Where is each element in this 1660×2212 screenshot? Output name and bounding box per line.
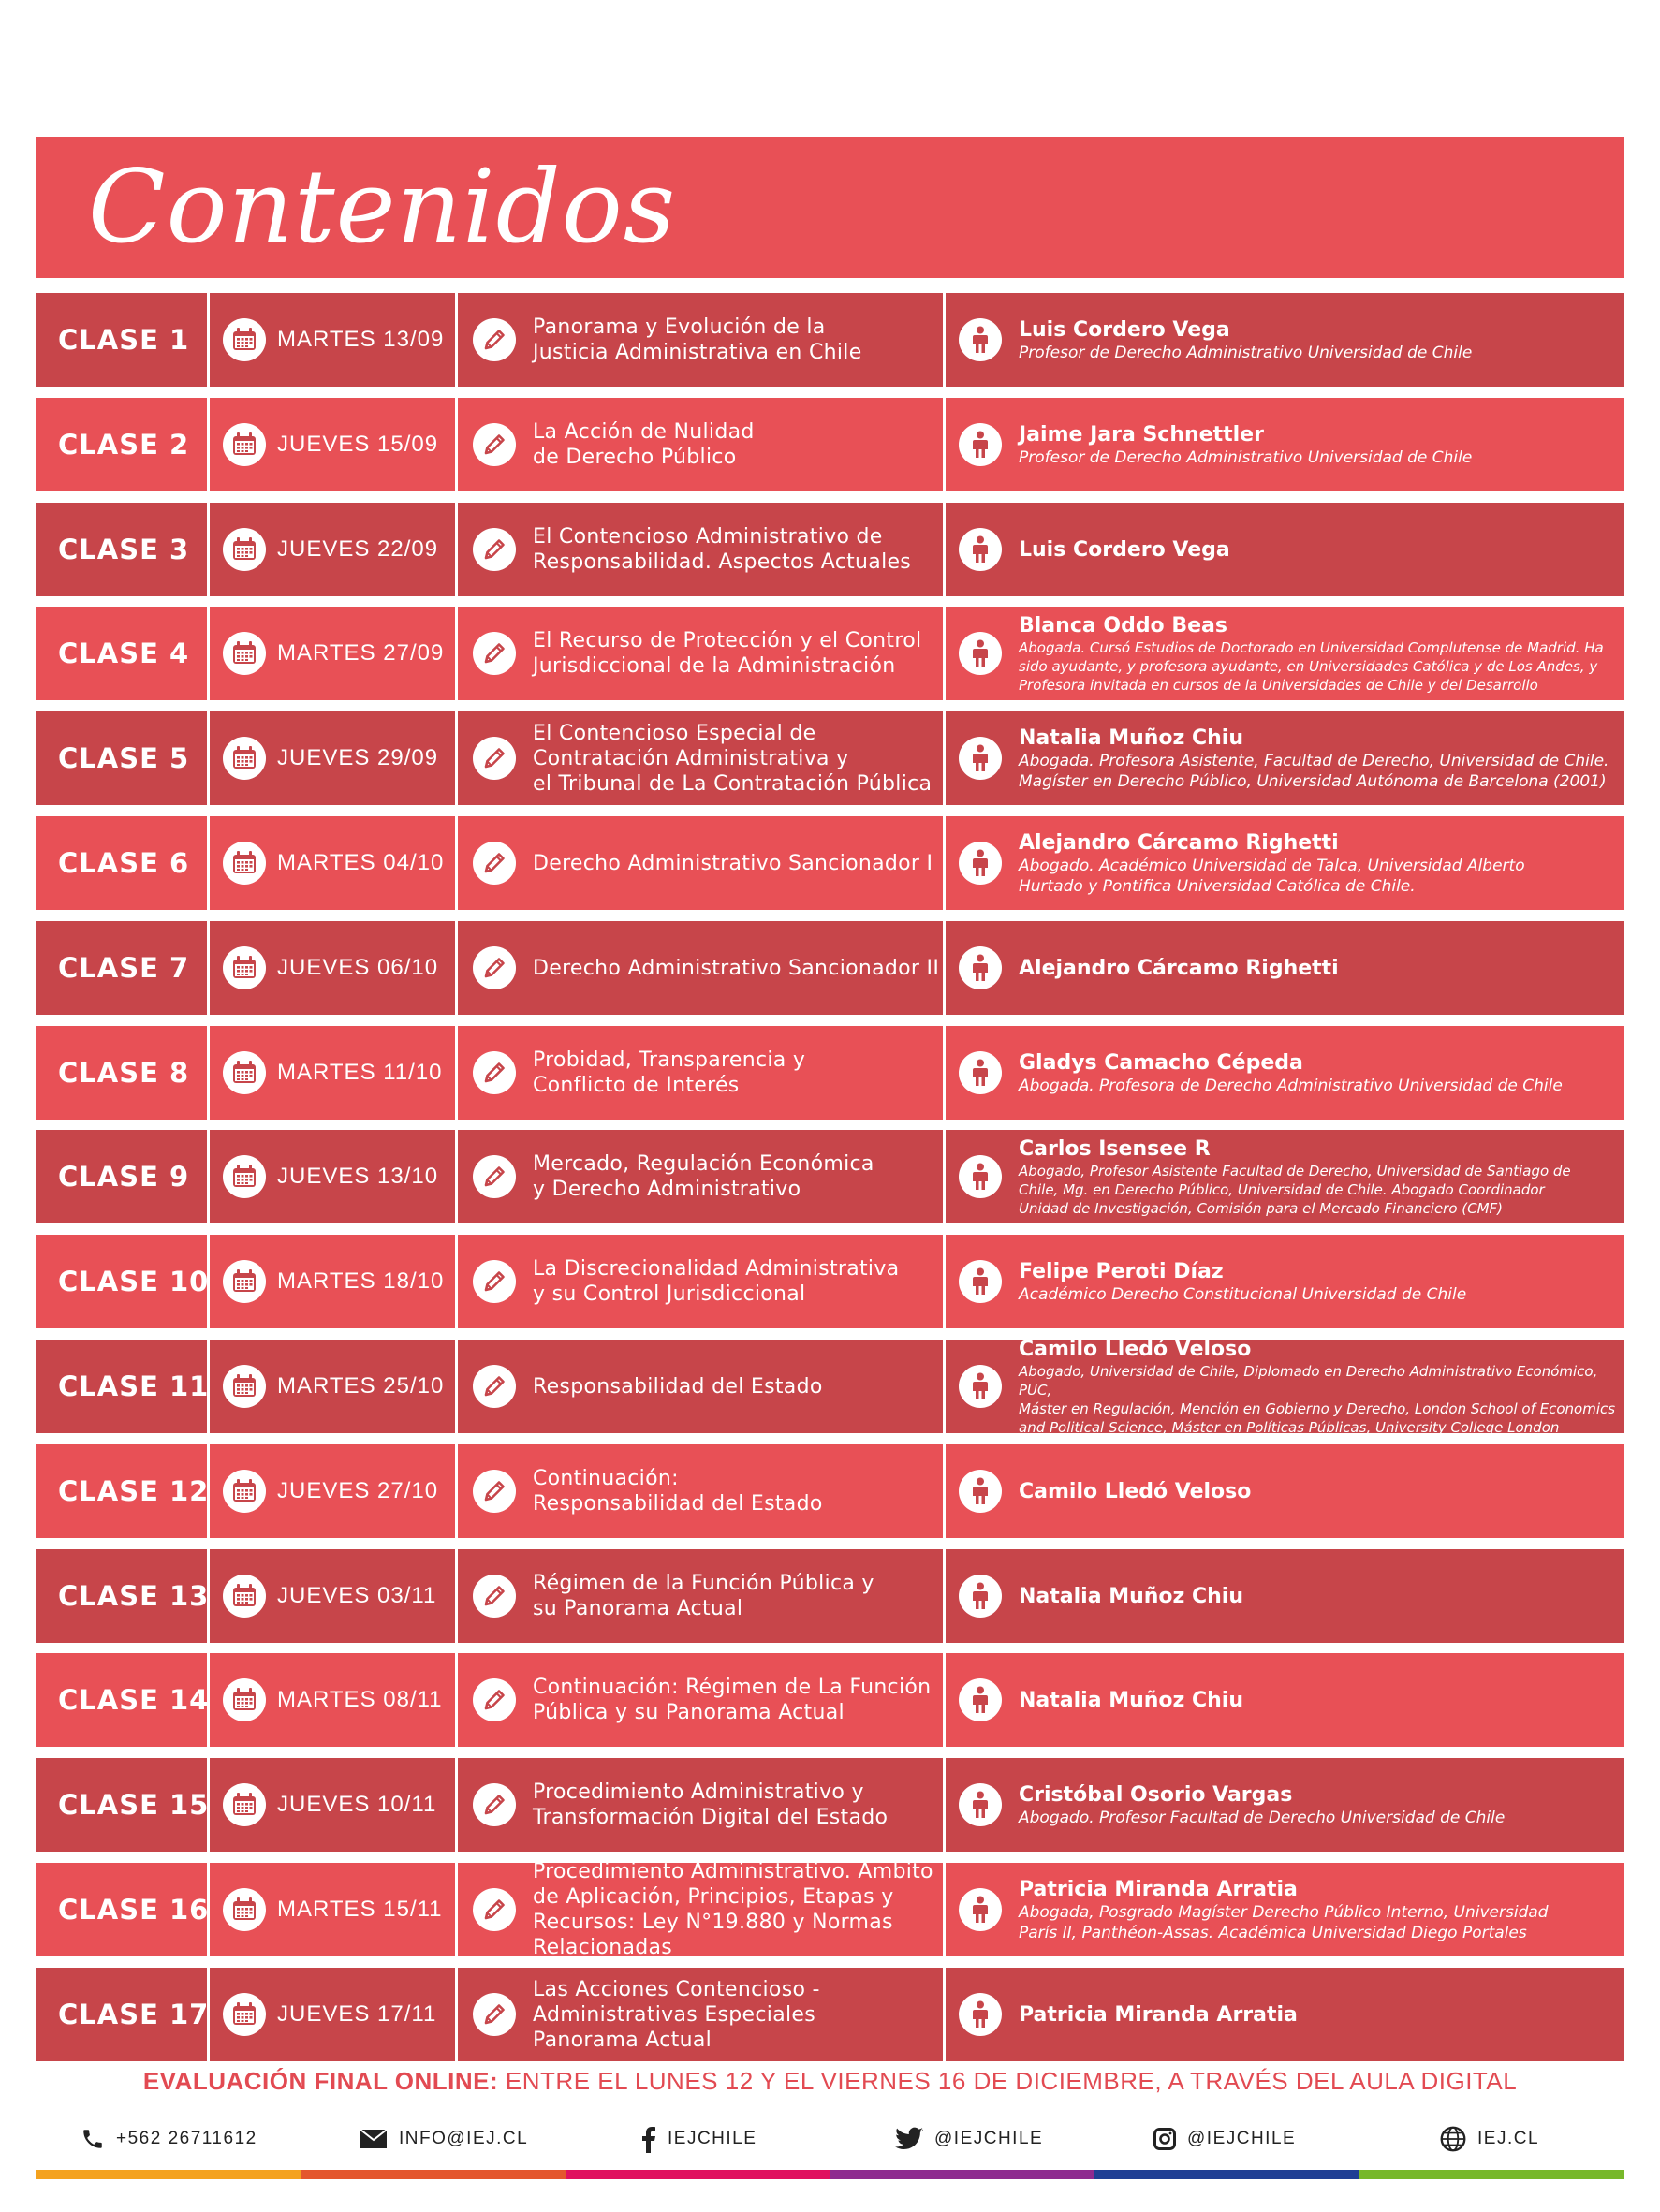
professor-description: Abogado, Profesor Asistente Facultad de Derecho, Universidad de Santiago de Chile, Mg. en Derecho Público, Universidad de Chile. Abogado Coordinador Unidad de Investigación, Comisión para el Mercado Financiero (CMF): [1019, 1162, 1571, 1217]
topic-cell: [458, 921, 946, 1015]
calendar-icon: [223, 1365, 266, 1408]
class-label: CLASE 11: [58, 1370, 210, 1402]
professor-info: [1019, 1136, 1571, 1218]
color-stripe: [301, 2170, 566, 2179]
header-banner: [36, 137, 1624, 278]
professor-name: Patricia Miranda Arratia: [1019, 1877, 1298, 1901]
professor-description: Profesor de Derecho Administrativo Universidad de Chile: [1019, 447, 1473, 467]
class-date: MARTES 18/10: [277, 1268, 445, 1294]
professor-name: Camilo Lledó Veloso: [1019, 1479, 1252, 1503]
class-row: [36, 1653, 1624, 1747]
class-date: MARTES 11/10: [277, 1060, 443, 1085]
professor-name: Gladys Camacho Cépeda: [1019, 1050, 1303, 1075]
calendar-icon: [223, 1260, 266, 1303]
date-cell: [210, 1130, 458, 1223]
professor-cell: [946, 1235, 1624, 1328]
topic-cell: [458, 607, 946, 700]
professor-name: Camilo Lledó Veloso: [1019, 1337, 1252, 1361]
date-cell: [210, 921, 458, 1015]
footer-web[interactable]: [1440, 2120, 1539, 2158]
professor-cell: [946, 1758, 1624, 1852]
professor-description: Profesor de Derecho Administrativo Universidad de Chile: [1019, 343, 1473, 362]
calendar-icon: [223, 1993, 266, 2036]
date-cell: [210, 1863, 458, 1956]
class-date: JUEVES 17/11: [277, 2001, 437, 2027]
topic-cell: [458, 1340, 946, 1433]
pencil-icon: [473, 423, 516, 466]
class-topic: Mercado, Regulación Económica y Derecho Administrativo: [533, 1152, 874, 1201]
professor-name: Carlos Isensee R: [1019, 1136, 1211, 1161]
topic-cell: [458, 1549, 946, 1643]
person-icon: [959, 1575, 1002, 1618]
class-cell: [36, 1130, 210, 1223]
pencil-icon: [473, 737, 516, 780]
class-cell: [36, 1968, 210, 2061]
instagram-text: @IEJCHILE: [1187, 2129, 1297, 2148]
class-cell: [36, 1444, 210, 1538]
date-cell: [210, 293, 458, 387]
pencil-icon: [473, 318, 516, 361]
professor-name: Patricia Miranda Arratia: [1019, 2002, 1298, 2027]
calendar-icon: [223, 632, 266, 675]
person-icon: [959, 528, 1002, 571]
class-topic: Panorama y Evolución de la Justicia Administrativa en Chile: [533, 315, 862, 364]
professor-description: Abogado, Universidad de Chile, Diplomado en Derecho Administrativo Económico, PUC, Máster en Regulación, Mención en Gobierno y Derecho, London School of Economics and Political Science, Máster en Políticas Públicas, University College London: [1019, 1362, 1616, 1436]
pencil-icon: [473, 1155, 516, 1198]
class-date: MARTES 15/11: [277, 1897, 443, 1922]
person-icon: [959, 632, 1002, 675]
professor-info: [1019, 1337, 1624, 1437]
professor-info: [1019, 830, 1525, 897]
class-date: MARTES 04/10: [277, 850, 445, 875]
class-row: [36, 1860, 1624, 1959]
class-date: JUEVES 13/10: [277, 1164, 439, 1189]
pencil-icon: [473, 1993, 516, 2036]
professor-cell: [946, 293, 1624, 387]
professor-description: Abogada. Cursó Estudios de Doctorado en Universidad Complutense de Madrid. Ha sido ayudante, y profesora ayudante, en Universidades Católica y de Los Andes, y Profesora invitada en cursos de la Universidades de Chile y del Desarrollo: [1019, 638, 1604, 694]
professor-description: Abogado. Académico Universidad de Talca, Universidad Alberto Hurtado y Pontifica Universidad Católica de Chile.: [1019, 856, 1525, 896]
class-label: CLASE 3: [58, 534, 190, 565]
calendar-icon: [223, 1888, 266, 1931]
class-date: MARTES 13/09: [277, 327, 445, 352]
class-topic: Derecho Administrativo Sancionador II: [533, 956, 940, 980]
calendar-icon: [223, 528, 266, 571]
professor-description: Abogada. Profesora Asistente, Facultad de Derecho, Universidad de Chile. Magíster en Derecho Público, Universidad Autónoma de Barcelona (2001): [1019, 751, 1609, 791]
topic-cell: [458, 1758, 946, 1852]
class-row: [36, 1549, 1624, 1643]
professor-description: Abogado. Profesor Facultad de Derecho Universidad de Chile: [1019, 1808, 1506, 1827]
class-row: [36, 1968, 1624, 2061]
professor-name: Cristóbal Osorio Vargas: [1019, 1782, 1293, 1807]
professor-cell: [946, 503, 1624, 596]
topic-cell: [458, 1130, 946, 1223]
date-cell: [210, 1340, 458, 1433]
person-icon: [959, 1155, 1002, 1198]
class-topic: El Contencioso Administrativo de Responsabilidad. Aspectos Actuales: [533, 525, 912, 574]
calendar-icon: [223, 1051, 266, 1094]
date-cell: [210, 503, 458, 596]
class-cell: [36, 1758, 210, 1852]
class-topic: La Acción de Nulidad de Derecho Público: [533, 420, 755, 469]
topic-cell: [458, 503, 946, 596]
class-topic: Continuación: Responsabilidad del Estado: [533, 1467, 823, 1516]
mail-icon: [360, 2129, 388, 2149]
professor-info: [1019, 613, 1604, 695]
professor-description: Abogada. Profesora de Derecho Administrativo Universidad de Chile: [1019, 1076, 1563, 1095]
professor-info: [1019, 317, 1472, 363]
class-cell: [36, 293, 210, 387]
class-topic: Procedimiento Administrativo. Ámbito de Aplicación, Principios, Etapas y Recursos: Ley N°19.880 y Normas Relacionadas: [533, 1860, 933, 1959]
professor-name: Alejandro Cárcamo Righetti: [1019, 956, 1339, 980]
globe-icon: [1440, 2126, 1466, 2152]
professor-info: [1019, 1259, 1466, 1305]
date-cell: [210, 1758, 458, 1852]
professor-cell: [946, 1863, 1624, 1956]
class-cell: [36, 1549, 210, 1643]
class-row: [36, 398, 1624, 491]
date-cell: [210, 816, 458, 910]
professor-cell: [946, 711, 1624, 805]
class-row: [36, 1026, 1624, 1120]
pencil-icon: [473, 946, 516, 989]
professor-info: [1019, 422, 1472, 468]
topic-cell: [458, 1444, 946, 1538]
person-icon: [959, 737, 1002, 780]
pencil-icon: [473, 632, 516, 675]
class-row: [36, 1758, 1624, 1852]
date-cell: [210, 1653, 458, 1747]
calendar-icon: [223, 1470, 266, 1513]
professor-cell: [946, 1130, 1624, 1223]
person-icon: [959, 1783, 1002, 1826]
professor-name: Natalia Muñoz Chiu: [1019, 1688, 1244, 1712]
evaluation-label: EVALUACIÓN FINAL ONLINE:: [142, 2067, 499, 2095]
topic-cell: [458, 293, 946, 387]
date-cell: [210, 1968, 458, 2061]
footer-facebook[interactable]: [639, 2120, 757, 2158]
class-date: MARTES 27/09: [277, 640, 445, 666]
class-cell: [36, 1653, 210, 1747]
class-date: JUEVES 29/09: [277, 745, 439, 770]
professor-cell: [946, 1653, 1624, 1747]
topic-cell: [458, 1860, 946, 1959]
class-row: [36, 921, 1624, 1015]
class-label: CLASE 9: [58, 1161, 190, 1193]
professor-name: Natalia Muñoz Chiu: [1019, 1584, 1244, 1608]
color-stripe: [1359, 2170, 1624, 2179]
calendar-icon: [223, 1678, 266, 1721]
pencil-icon: [473, 1470, 516, 1513]
class-label: CLASE 13: [58, 1580, 210, 1612]
page-title: Contenidos: [88, 149, 677, 266]
date-cell: [210, 1026, 458, 1120]
professor-info: [1019, 956, 1339, 981]
professor-name: Luis Cordero Vega: [1019, 317, 1230, 342]
calendar-icon: [223, 1155, 266, 1198]
email-text: INFO@IEJ.CL: [399, 2129, 529, 2148]
calendar-icon: [223, 842, 266, 885]
footer-contacts: [36, 2120, 1624, 2158]
final-evaluation-note: [0, 2067, 1660, 2096]
color-stripe-bar: [36, 2170, 1624, 2179]
professor-name: Alejandro Cárcamo Righetti: [1019, 830, 1339, 855]
class-date: MARTES 25/10: [277, 1373, 445, 1399]
class-row: [36, 1444, 1624, 1538]
class-row: [36, 607, 1624, 700]
pencil-icon: [473, 1678, 516, 1721]
professor-cell: [946, 816, 1624, 910]
class-date: MARTES 08/11: [277, 1687, 443, 1712]
footer-email[interactable]: [360, 2120, 528, 2158]
color-stripe: [830, 2170, 1094, 2179]
class-topic: Responsabilidad del Estado: [533, 1374, 823, 1399]
class-date: JUEVES 03/11: [277, 1583, 437, 1608]
calendar-icon: [223, 946, 266, 989]
date-cell: [210, 398, 458, 491]
pencil-icon: [473, 1888, 516, 1931]
class-date: JUEVES 06/10: [277, 955, 439, 980]
class-row: [36, 816, 1624, 910]
twitter-icon: [895, 2127, 923, 2151]
class-cell: [36, 503, 210, 596]
class-topic: El Contencioso Especial de Contratación Administrativa y el Tribunal de La Contratación Pública: [533, 721, 933, 796]
twitter-text: @IEJCHILE: [934, 2129, 1044, 2148]
class-label: CLASE 7: [58, 952, 190, 984]
person-icon: [959, 946, 1002, 989]
class-topic: El Recurso de Protección y el Control Jurisdiccional de la Administración: [533, 629, 922, 678]
professor-info: [1019, 1584, 1243, 1609]
person-icon: [959, 1678, 1002, 1721]
topic-cell: [458, 711, 946, 805]
color-stripe: [566, 2170, 830, 2179]
professor-description: Académico Derecho Constitucional Universidad de Chile: [1019, 1284, 1467, 1304]
class-row: [36, 1337, 1624, 1436]
professor-cell: [946, 1337, 1624, 1436]
professor-description: Abogada, Posgrado Magíster Derecho Público Interno, Universidad París II, Panthéon-Assas. Académica Universidad Diego Portales: [1019, 1902, 1549, 1942]
footer-phone[interactable]: [81, 2120, 257, 2158]
person-icon: [959, 842, 1002, 885]
person-icon: [959, 1260, 1002, 1303]
professor-info: [1019, 1688, 1243, 1713]
professor-info: [1019, 1877, 1549, 1943]
professor-info: [1019, 1479, 1251, 1504]
professor-info: [1019, 1782, 1505, 1828]
class-date: JUEVES 27/10: [277, 1478, 439, 1503]
class-label: CLASE 12: [58, 1475, 210, 1507]
class-cell: [36, 711, 210, 805]
class-topic: La Discrecionalidad Administrativa y su Control Jurisdiccional: [533, 1257, 900, 1306]
person-icon: [959, 318, 1002, 361]
professor-cell: [946, 1026, 1624, 1120]
class-label: CLASE 17: [58, 1999, 210, 2030]
professor-name: Jaime Jara Schnettler: [1019, 422, 1264, 447]
class-topic: Régimen de la Función Pública y su Panorama Actual: [533, 1572, 874, 1620]
class-cell: [36, 607, 210, 700]
class-date: JUEVES 10/11: [277, 1792, 437, 1817]
professor-name: Blanca Oddo Beas: [1019, 613, 1227, 637]
professor-name: Luis Cordero Vega: [1019, 537, 1230, 562]
class-label: CLASE 6: [58, 847, 190, 879]
footer-instagram[interactable]: [1153, 2120, 1296, 2158]
person-icon: [959, 1051, 1002, 1094]
class-label: CLASE 8: [58, 1057, 190, 1089]
topic-cell: [458, 398, 946, 491]
professor-cell: [946, 1968, 1624, 2061]
professor-name: Natalia Muñoz Chiu: [1019, 725, 1244, 750]
calendar-icon: [223, 1783, 266, 1826]
color-stripe: [1094, 2170, 1359, 2179]
class-row: [36, 711, 1624, 805]
pencil-icon: [473, 1783, 516, 1826]
professor-info: [1019, 2002, 1298, 2028]
person-icon: [959, 1993, 1002, 2036]
pencil-icon: [473, 1365, 516, 1408]
date-cell: [210, 1444, 458, 1538]
topic-cell: [458, 1653, 946, 1747]
class-topic: Derecho Administrativo Sancionador I: [533, 851, 933, 875]
class-cell: [36, 816, 210, 910]
professor-cell: [946, 607, 1624, 700]
phone-icon: [81, 2127, 105, 2151]
class-label: CLASE 14: [58, 1684, 210, 1716]
person-icon: [959, 1470, 1002, 1513]
calendar-icon: [223, 423, 266, 466]
class-row: [36, 1130, 1624, 1223]
pencil-icon: [473, 1260, 516, 1303]
person-icon: [959, 423, 1002, 466]
pencil-icon: [473, 1051, 516, 1094]
person-icon: [959, 1888, 1002, 1931]
class-cell: [36, 1235, 210, 1328]
pencil-icon: [473, 1575, 516, 1618]
class-row: [36, 1235, 1624, 1328]
professor-info: [1019, 1050, 1563, 1096]
instagram-icon: [1153, 2128, 1176, 2150]
pencil-icon: [473, 842, 516, 885]
calendar-icon: [223, 1575, 266, 1618]
class-topic: Probidad, Transparencia y Conflicto de Interés: [533, 1048, 806, 1097]
class-label: CLASE 10: [58, 1266, 210, 1297]
class-topic: Continuación: Régimen de La Función Pública y su Panorama Actual: [533, 1676, 932, 1724]
class-cell: [36, 398, 210, 491]
calendar-icon: [223, 318, 266, 361]
class-date: JUEVES 22/09: [277, 536, 439, 562]
date-cell: [210, 711, 458, 805]
class-cell: [36, 1340, 210, 1433]
evaluation-text: ENTRE EL LUNES 12 Y EL VIERNES 16 DE DICIEMBRE, A TRAVÉS DEL AULA DIGITAL: [498, 2067, 1518, 2095]
class-label: CLASE 16: [58, 1894, 210, 1926]
professor-info: [1019, 537, 1230, 563]
facebook-icon: [639, 2125, 656, 2153]
class-cell: [36, 1026, 210, 1120]
class-row: [36, 503, 1624, 596]
person-icon: [959, 1365, 1002, 1408]
class-topic: Las Acciones Contencioso - Administrativas Especiales Panorama Actual: [533, 1977, 820, 2052]
date-cell: [210, 1549, 458, 1643]
class-date: JUEVES 15/09: [277, 432, 439, 457]
class-label: CLASE 1: [58, 324, 190, 356]
professor-cell: [946, 1444, 1624, 1538]
class-cell: [36, 921, 210, 1015]
topic-cell: [458, 1026, 946, 1120]
pencil-icon: [473, 528, 516, 571]
professor-cell: [946, 1549, 1624, 1643]
topic-cell: [458, 816, 946, 910]
date-cell: [210, 607, 458, 700]
date-cell: [210, 1235, 458, 1328]
professor-cell: [946, 921, 1624, 1015]
topic-cell: [458, 1235, 946, 1328]
web-text: IEJ.CL: [1477, 2129, 1540, 2148]
footer-twitter[interactable]: [895, 2120, 1043, 2158]
class-label: CLASE 15: [58, 1789, 210, 1821]
color-stripe: [36, 2170, 301, 2179]
class-label: CLASE 4: [58, 637, 190, 669]
topic-cell: [458, 1968, 946, 2061]
phone-text: +562 26711612: [116, 2129, 257, 2148]
class-label: CLASE 2: [58, 429, 190, 461]
class-cell: [36, 1863, 210, 1956]
class-row: [36, 293, 1624, 387]
class-topic: Procedimiento Administrativo y Transformación Digital del Estado: [533, 1780, 889, 1829]
calendar-icon: [223, 737, 266, 780]
facebook-text: IEJCHILE: [668, 2129, 757, 2148]
professor-cell: [946, 398, 1624, 491]
class-label: CLASE 5: [58, 742, 190, 774]
professor-info: [1019, 725, 1609, 792]
professor-name: Felipe Peroti Díaz: [1019, 1259, 1224, 1283]
